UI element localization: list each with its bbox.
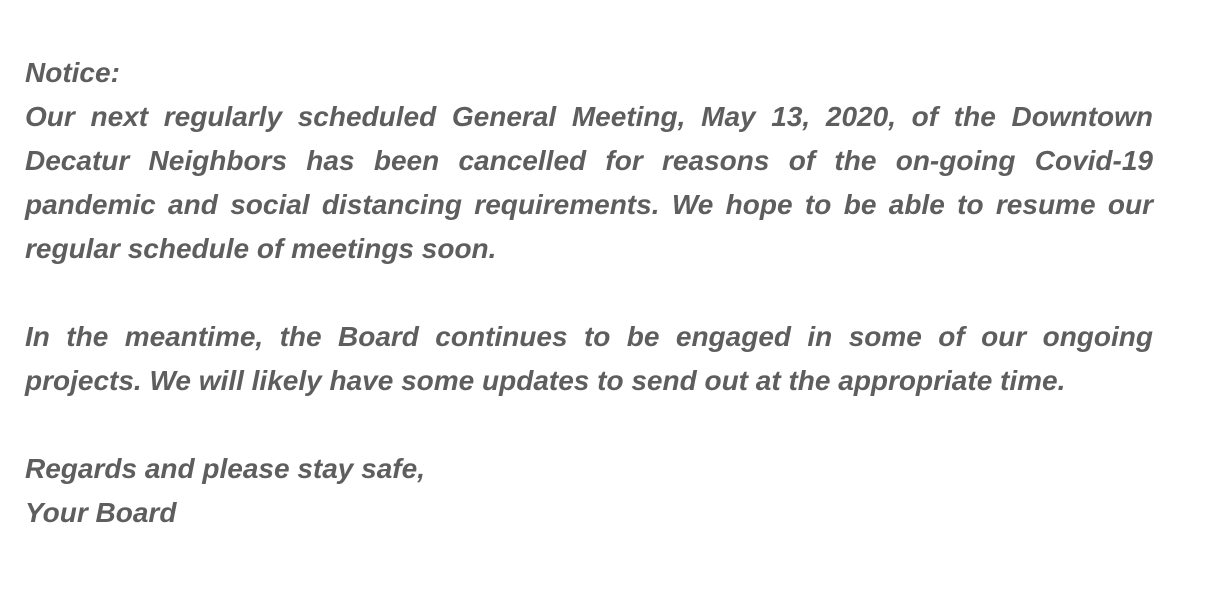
notice-closing: Regards and please stay safe, <box>25 453 425 484</box>
notice-block <box>25 51 1153 535</box>
paragraph-spacer <box>25 271 1153 315</box>
notice-signature: Your Board <box>25 497 177 528</box>
notice-paragraph-meeting-cancelled: Our next regularly scheduled General Meeting, May 13, 2020, of the Downtown Decatur Neighbors has been cancelled for reasons of the on-going Covid-19 pandemic and social distancing requirements. We hope to be able to resume our regular schedule of meetings soon. <box>25 101 1153 264</box>
notice-heading: Notice: <box>25 57 120 88</box>
notice-paragraph-board-updates: In the meantime, the Board continues to be engaged in some of our ongoing projects. We will likely have some updates to send out at the appropriate time. <box>25 321 1153 396</box>
paragraph-spacer <box>25 403 1153 447</box>
